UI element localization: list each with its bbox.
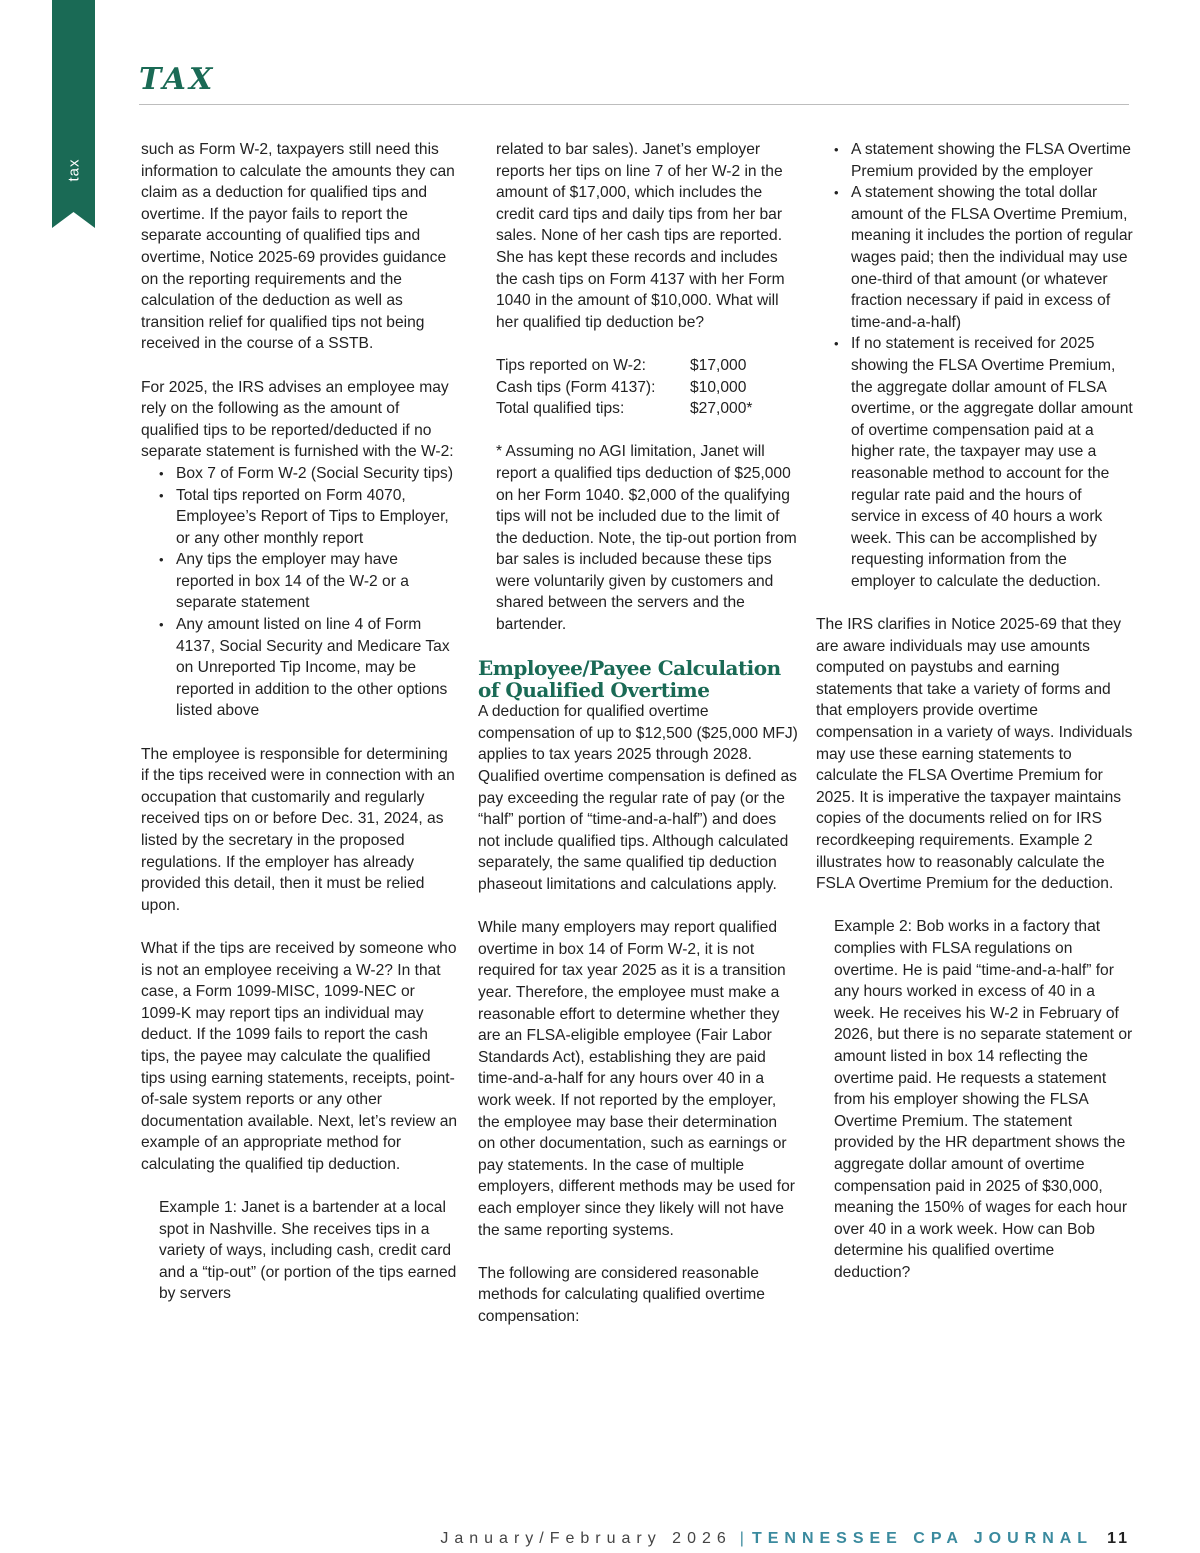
column-3	[816, 139, 1134, 1283]
col1-paragraph-3: The employee is responsible for determining if the tips received were in connection with an occupation that customarily and regularly received tips on or before Dec. 31, 2024, as listed by the secretary in the proposed regulations. If the employer has already provided this detail, then it must be relied upon.	[141, 745, 455, 914]
table-cell-value: $10,000	[690, 378, 747, 396]
tips-table	[478, 355, 798, 420]
list-item: • Any amount listed on line 4 of Form 4137, Social Security and Medicare Tax on Unreported Tip Income, may be reported in addition to the other options listed above	[176, 614, 459, 722]
table-row	[496, 377, 798, 399]
header-rule	[139, 104, 1129, 105]
issue-date: January/February 2026	[440, 1530, 732, 1547]
section-tab-label: tax	[65, 158, 82, 182]
col2-paragraph-2: While many employers may report qualified overtime in box 14 of Form W-2, it is not required for tax year 2025 as it is a transition year. Therefore, the employee must make a reasonable effort to determine whether they are an FLSA-eligible employee (Fair Labor Standards Act), establishing they are paid time-and-a-half for any hours over 40 in a work week. If not reported by the employer, the employee may base their determination on other documentation, such as earnings or pay statements. In the case of multiple employers, different methods may be used for each employer since they likely will not have the same reporting systems.	[478, 919, 795, 1239]
column-1	[141, 139, 459, 1305]
page-number: 11	[1107, 1530, 1130, 1547]
example-2: Example 2: Bob works in a factory that complies with FLSA regulations on overtime. He is paid “time-and-a-half” for any hours worked in excess of 40 in a week. He receives his W-2 in February of 2026, but there is no separate statement or amount listed in box 14 reflecting the overtime paid. He requests a statement from his employer showing the FLSA Overtime Premium. The statement provided by the HR department shows the aggregate dollar amount of overtime compensation paid in 2025 of $30,000, meaning the 150% of wages for each hour over 40 in a work week. How can Bob determine his qualified overtime deduction?	[834, 918, 1133, 1281]
table-cell-label: Cash tips (Form 4137):	[496, 378, 656, 396]
journal-name: TENNESSEE CPA JOURNAL	[751, 1530, 1094, 1547]
overtime-subheading: Employee/Payee Calculation of Qualified Overtime	[478, 656, 781, 703]
col1-paragraph-4: What if the tips are received by someone who is not an employee receiving a W-2? In that case, a Form 1099-MISC, 1099-NEC or 1099-K may report tips an individual may deduct. If the 1099 fails to report the cash tips, the payee may calculate the qualified tips using earning statements, receipts, point-of-sale system reports or any other documentation available. Next, let’s review an example of an appropriate method for calculating the qualified tip deduction.	[141, 939, 458, 1173]
table-cell-label: Tips reported on W-2:	[496, 356, 646, 374]
table-cell-label: Total qualified tips:	[496, 400, 625, 418]
table-row	[496, 398, 798, 420]
tips-source-list	[141, 463, 459, 722]
list-item: • Box 7 of Form W-2 (Social Security tips)	[176, 463, 459, 485]
table-row	[496, 355, 798, 377]
table-cell-value: $17,000	[690, 356, 747, 374]
col2-paragraph-3: The following are considered reasonable methods for calculating qualified overtime compensation:	[478, 1264, 765, 1325]
table-cell-value: $27,000*	[690, 400, 753, 418]
section-tab-ribbon	[52, 0, 95, 228]
overtime-methods-list	[816, 139, 1134, 592]
tips-footnote: * Assuming no AGI limitation, Janet will report a qualified tips deduction of $25,000 on her Form 1040. $2,000 of the qualifying tips will not be included due to the limit of the deduction. Note, the tip-out portion from bar sales is included because these tips were voluntarily given by customers and shared between the servers and the bartender.	[496, 443, 797, 634]
column-2	[478, 139, 798, 1327]
list-item: • A statement showing the total dollar amount of the FLSA Overtime Premium, meaning it includes the portion of regular wages paid; then the individual may use one-third of that amount (or whatever fraction necessary if paid in excess of time-and-a-half)	[851, 182, 1134, 333]
list-item: • Total tips reported on Form 4070, Employee’s Report of Tips to Employer, or any other monthly report	[176, 485, 459, 550]
col2-paragraph-1: A deduction for qualified overtime compensation of up to $12,500 ($25,000 MFJ) applies to tax years 2025 through 2028. Qualified overtime compensation is defined as pay exceeding the regular rate of pay (or the “half” portion of “time-and-a-half”) and does not include qualified tips. Although calculated separately, the same qualified tip deduction phaseout limitations and calculations apply.	[478, 703, 798, 893]
footer-separator: |	[739, 1530, 744, 1547]
list-item: • Any tips the employer may have reported in box 14 of the W-2 or a separate statement	[176, 549, 459, 614]
col1-paragraph-1: such as Form W-2, taxpayers still need this information to calculate the amounts they can claim as a deduction for qualified tips and overtime. If the payor fails to report the separate accounting of qualified tips and overtime, Notice 2025-69 provides guidance on the reporting requirements and the calculation of the deduction as well as transition relief for qualified tips not being received in the course of a SSTB.	[141, 141, 455, 353]
section-title: TAX	[139, 62, 216, 97]
col3-paragraph-1: The IRS clarifies in Notice 2025-69 that they are aware individuals may use amounts computed on paystubs and earning statements that take a variety of forms and that employers provide overtime compensation in a variety of ways. Individuals may use these earning statements to calculate the FLSA Overtime Premium for 2025. It is imperative the taxpayer maintains copies of the documents relied on for IRS recordkeeping requirements. Example 2 illustrates how to reasonably calculate the FSLA Overtime Premium for the deduction.	[816, 616, 1133, 893]
example-1: Example 1: Janet is a bartender at a local spot in Nashville. She receives tips in a variety of ways, including cash, credit card and a “tip-out” (or portion of the tips earned by servers	[159, 1199, 457, 1303]
page-footer	[440, 1530, 1130, 1548]
col1-paragraph-2: For 2025, the IRS advises an employee may rely on the following as the amount of qualified tips to be reported/deducted if no separate statement is furnished with the W-2:	[141, 378, 454, 461]
list-item: • If no statement is received for 2025 showing the FLSA Overtime Premium, the aggregate dollar amount of FLSA overtime, or the aggregate dollar amount of overtime compensation paid at a higher rate, the taxpayer may use a reasonable method to account for the regular rate paid and the hours of service in excess of 40 hours a work week. This can be accomplished by requesting information from the employer to calculate the deduction.	[851, 333, 1134, 592]
list-item: • A statement showing the FLSA Overtime Premium provided by the employer	[851, 139, 1134, 182]
example-1-continued: related to bar sales). Janet’s employer reports her tips on line 7 of her W-2 in the amount of $17,000, which includes the credit card tips and daily tips from her bar sales. None of her cash tips are reported. She has kept these records and includes the cash tips on Form 4137 with her Form 1040 in the amount of $10,000. What will her qualified tip deduction be?	[496, 141, 785, 331]
